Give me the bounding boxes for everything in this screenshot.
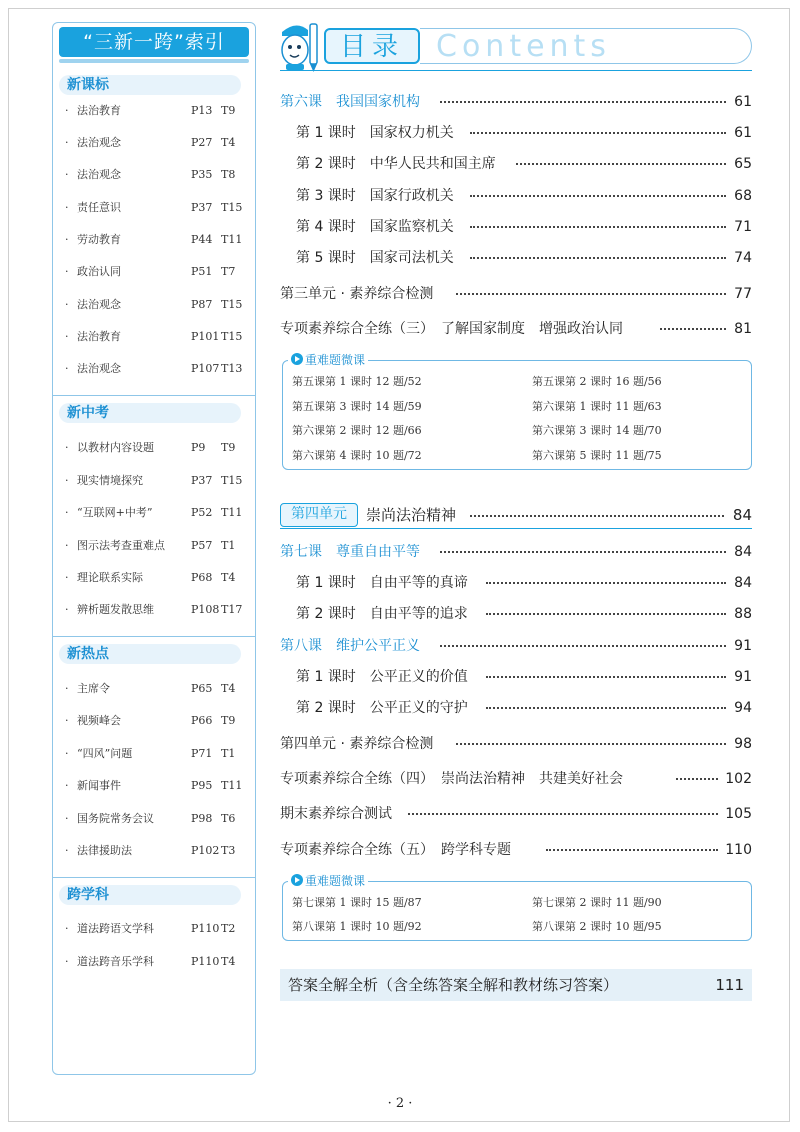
index-item-name: 以教材内容设题 — [77, 441, 154, 454]
index-item — [65, 198, 251, 218]
toc-lesson-6[interactable] — [280, 91, 752, 113]
index-item-page: P51 — [191, 265, 213, 278]
toc-entry-title: 崇尚法治精神 — [366, 504, 462, 526]
micro-lesson-item[interactable]: 第六课第 2 课时 12 题/66 — [292, 424, 422, 437]
index-item-task: T1 — [221, 747, 236, 760]
play-icon — [291, 353, 303, 365]
sidebar-title: “三新一跨”索引 — [59, 27, 249, 57]
index-item-page: P71 — [191, 747, 213, 760]
toc-period[interactable] — [296, 122, 752, 144]
index-item-name: 责任意识 — [77, 201, 121, 214]
index-item-name: 法治教育 — [77, 330, 121, 343]
index-item-task: T15 — [221, 330, 243, 343]
bullet: · — [65, 812, 69, 825]
leader-dots — [660, 328, 726, 330]
index-item — [65, 133, 251, 153]
leader-dots — [486, 676, 726, 678]
index-item-page: P110 — [191, 955, 220, 968]
index-item-name: “互联网+中考” — [77, 506, 153, 519]
index-item-name: 法治教育 — [77, 104, 121, 117]
index-item-task: T9 — [221, 714, 236, 727]
index-item-task: T2 — [221, 922, 236, 935]
index-item-task: T11 — [221, 233, 243, 246]
leader-dots — [456, 743, 726, 745]
bullet: · — [65, 603, 69, 616]
index-item — [65, 744, 251, 764]
index-item — [65, 359, 251, 379]
toc-entry-page: 91 — [728, 635, 752, 657]
index-item-page: P101 — [191, 330, 220, 343]
toc-entry-title: 第 1 课时 公平正义的价值 — [296, 666, 474, 688]
header-rule — [280, 70, 752, 71]
toc-entry-page: 61 — [728, 122, 752, 144]
toc-entry-page: 94 — [728, 697, 752, 719]
index-item-page: P44 — [191, 233, 213, 246]
toc-entry-page: 74 — [728, 247, 752, 269]
index-item-name: 法律援助法 — [77, 844, 132, 857]
toc-period[interactable] — [296, 603, 752, 625]
toc-entry-title: 第七课 尊重自由平等 — [280, 541, 426, 563]
index-item-name: “四风”问题 — [77, 747, 133, 760]
toc-entry-page: 91 — [728, 666, 752, 688]
micro-lesson-label — [288, 352, 368, 368]
toc-final-test[interactable] — [280, 803, 752, 825]
section-heading-xinzhongkao: 新中考 — [59, 403, 241, 423]
toc-unit-test[interactable] — [280, 283, 752, 305]
toc-entry-title: 期末素养综合测试 — [280, 803, 398, 825]
bullet: · — [65, 136, 69, 149]
bullet: · — [65, 298, 69, 311]
index-item-page: P27 — [191, 136, 213, 149]
toc-entry-page: 110 — [719, 839, 752, 861]
toc-entry-title: 第四单元 · 素养综合检测 — [280, 733, 439, 755]
index-item-page: P37 — [191, 201, 213, 214]
index-item — [65, 503, 251, 523]
toc-entry-page: 98 — [728, 733, 752, 755]
toc-entry-title: 专项素养综合全练（五） 跨学科专题 — [280, 839, 517, 861]
toc-entry-title: 专项素养综合全练（四） 崇尚法治精神 共建美好社会 — [280, 768, 629, 790]
index-item-page: P57 — [191, 539, 213, 552]
index-item-page: P68 — [191, 571, 213, 584]
index-item-name: 道法跨音乐学科 — [77, 955, 154, 968]
bullet: · — [65, 506, 69, 519]
section-divider — [53, 395, 255, 396]
index-item — [65, 568, 251, 588]
index-item-task: T4 — [221, 136, 236, 149]
index-sidebar — [52, 22, 256, 1075]
index-item-name: 国务院常务会议 — [77, 812, 154, 825]
bullet: · — [65, 779, 69, 792]
index-item-task: T3 — [221, 844, 236, 857]
bullet: · — [65, 571, 69, 584]
toc-entry-page: 88 — [728, 603, 752, 625]
index-item-name: 现实情境探究 — [77, 474, 143, 487]
leader-dots — [470, 226, 726, 228]
index-item-page: P87 — [191, 298, 213, 311]
section-divider — [53, 877, 255, 878]
toc-special-practice[interactable] — [280, 318, 752, 340]
leader-dots — [486, 613, 726, 615]
index-item-page: P107 — [191, 362, 220, 375]
bullet: · — [65, 474, 69, 487]
page-number: · 2 · — [387, 1096, 413, 1111]
leader-dots — [470, 132, 726, 134]
toc-lesson-7[interactable] — [280, 541, 752, 563]
index-item-task: T17 — [221, 603, 243, 616]
toc-entry-title: 专项素养综合全练（三） 了解国家制度 增强政治认同 — [280, 318, 629, 340]
bullet: · — [65, 104, 69, 117]
toc-entry-title: 第三单元 · 素养综合检测 — [280, 283, 439, 305]
index-item-page: P95 — [191, 779, 213, 792]
toc-unit-test[interactable] — [280, 733, 752, 755]
micro-lesson-item[interactable]: 第五课第 2 课时 16 题/56 — [532, 375, 662, 388]
index-item-page: P52 — [191, 506, 213, 519]
index-item — [65, 438, 251, 458]
bullet: · — [65, 714, 69, 727]
index-item-name: 视频峰会 — [77, 714, 121, 727]
leader-dots — [440, 551, 726, 553]
toc-entry-title: 第六课 我国国家机构 — [280, 91, 426, 113]
leader-dots — [440, 645, 726, 647]
index-item-page: P98 — [191, 812, 213, 825]
toc-period[interactable] — [296, 153, 752, 175]
index-item-task: T7 — [221, 265, 236, 278]
micro-lesson-label-text: 重难题微课 — [305, 874, 366, 888]
section-heading-xinredian: 新热点 — [59, 644, 241, 664]
index-item — [65, 600, 251, 620]
index-item-name: 理论联系实际 — [77, 571, 143, 584]
toc-entry-title: 第八课 维护公平正义 — [280, 635, 426, 657]
bullet: · — [65, 844, 69, 857]
toc-entry-page: 65 — [728, 153, 752, 175]
micro-lesson-item[interactable]: 第五课第 3 课时 14 题/59 — [292, 400, 422, 413]
section-heading-kuaxueke: 跨学科 — [59, 885, 241, 905]
toc-entry-page: 84 — [728, 541, 752, 563]
toc-entry-page: 84 — [728, 572, 752, 594]
bullet: · — [65, 955, 69, 968]
micro-lesson-item[interactable]: 第八课第 2 课时 10 题/95 — [532, 920, 662, 933]
index-item-name: 道法跨语文学科 — [77, 922, 154, 935]
index-item — [65, 809, 251, 829]
index-item-page: P102 — [191, 844, 220, 857]
index-item-task: T15 — [221, 298, 243, 311]
index-item-page: P35 — [191, 168, 213, 181]
toc-entry-page: 77 — [728, 283, 752, 305]
micro-lesson-item[interactable]: 第六课第 4 课时 10 题/72 — [292, 449, 422, 462]
toc-period[interactable] — [296, 216, 752, 238]
index-item-task: T9 — [221, 441, 236, 454]
leader-dots — [486, 582, 726, 584]
index-item — [65, 101, 251, 121]
bullet: · — [65, 265, 69, 278]
index-item-page: P66 — [191, 714, 213, 727]
toc-entry-title: 第 5 课时 国家司法机关 — [296, 247, 460, 269]
index-item-page: P9 — [191, 441, 206, 454]
index-item-task: T4 — [221, 571, 236, 584]
index-item-task: T11 — [221, 779, 243, 792]
index-item-task: T13 — [221, 362, 243, 375]
micro-lesson-item[interactable]: 第六课第 5 课时 11 题/75 — [532, 449, 662, 462]
index-item-name: 图示法考查重难点 — [77, 539, 165, 552]
toc-entry-title: 第 4 课时 国家监察机关 — [296, 216, 460, 238]
section-heading-xinkebiao: 新课标 — [59, 75, 241, 95]
micro-lesson-item[interactable]: 第六课第 3 课时 14 题/70 — [532, 424, 662, 437]
index-item-name: 法治观念 — [77, 298, 121, 311]
toc-entry-title: 第 2 课时 公平正义的守护 — [296, 697, 474, 719]
toc-special-practice[interactable] — [280, 839, 752, 861]
index-item-name: 新闻事件 — [77, 779, 121, 792]
toc-entry-title: 第 2 课时 中华人民共和国主席 — [296, 153, 502, 175]
toc-special-practice[interactable] — [280, 768, 752, 790]
unit-rule — [280, 528, 752, 529]
toc-entry-page: 105 — [719, 803, 752, 825]
toc-period[interactable] — [296, 666, 752, 688]
leader-dots — [676, 778, 718, 780]
index-item — [65, 262, 251, 282]
index-item-page: P110 — [191, 922, 220, 935]
toc-entry-page: 84 — [727, 504, 752, 526]
index-item-task: T15 — [221, 201, 243, 214]
toc-title-cn: 目录 — [324, 28, 420, 64]
leader-dots — [470, 515, 724, 517]
leader-dots — [470, 257, 726, 259]
bullet: · — [65, 747, 69, 760]
toc-entry-title: 第 1 课时 国家权力机关 — [296, 122, 460, 144]
index-item-name: 法治观念 — [77, 136, 121, 149]
micro-lesson-item[interactable]: 第六课第 1 课时 11 题/63 — [532, 400, 662, 413]
toc-entry-page: 68 — [728, 185, 752, 207]
index-item — [65, 776, 251, 796]
bullet: · — [65, 362, 69, 375]
toc-period[interactable] — [296, 697, 752, 719]
index-item-page: P65 — [191, 682, 213, 695]
leader-dots — [408, 813, 718, 815]
bullet: · — [65, 441, 69, 454]
toc-entry-title: 第 1 课时 自由平等的真谛 — [296, 572, 474, 594]
index-item-task: T1 — [221, 539, 236, 552]
index-item — [65, 230, 251, 250]
toc-entry-page: 81 — [728, 318, 752, 340]
index-item-name: 政治认同 — [77, 265, 121, 278]
micro-lesson-label-text: 重难题微课 — [305, 353, 366, 367]
toc-lesson-8[interactable] — [280, 635, 752, 657]
index-item-name: 主席令 — [77, 682, 110, 695]
section-divider — [53, 636, 255, 637]
index-item — [65, 327, 251, 347]
micro-lesson-item[interactable]: 第五课第 1 课时 12 题/52 — [292, 375, 422, 388]
bullet: · — [65, 922, 69, 935]
leader-dots — [486, 707, 726, 709]
index-item — [65, 679, 251, 699]
toc-title-en: Contents — [420, 28, 752, 64]
micro-lesson-item[interactable]: 第七课第 2 课时 11 题/90 — [532, 896, 662, 909]
toc-entry-title: 第 2 课时 自由平等的追求 — [296, 603, 474, 625]
index-item-name: 劳动教育 — [77, 233, 121, 246]
leader-dots — [470, 195, 726, 197]
answers-entry[interactable] — [280, 969, 752, 1001]
toc-entry-page: 71 — [728, 216, 752, 238]
index-item — [65, 711, 251, 731]
play-icon — [291, 874, 303, 886]
bullet: · — [65, 539, 69, 552]
bullet: · — [65, 682, 69, 695]
mascot-icon — [276, 20, 322, 74]
index-item — [65, 841, 251, 861]
index-item-task: T11 — [221, 506, 243, 519]
micro-lesson-item[interactable]: 第八课第 1 课时 10 题/92 — [292, 920, 422, 933]
index-item — [65, 165, 251, 185]
index-item-task: T4 — [221, 955, 236, 968]
bullet: · — [65, 201, 69, 214]
index-item-page: P108 — [191, 603, 220, 616]
answers-title: 答案全解全析（含全练答案全解和教材练习答案） — [288, 976, 619, 994]
index-item-name: 辨析题发散思维 — [77, 603, 154, 616]
toc-period[interactable] — [296, 247, 752, 269]
index-item — [65, 952, 251, 972]
leader-dots — [516, 163, 726, 165]
toc-unit-4[interactable] — [366, 504, 752, 526]
leader-dots — [546, 849, 718, 851]
index-item-task: T6 — [221, 812, 236, 825]
toc-period[interactable] — [296, 185, 752, 207]
index-item-name: 法治观念 — [77, 362, 121, 375]
toc-entry-page: 61 — [728, 91, 752, 113]
index-item-task: T15 — [221, 474, 243, 487]
toc-entry-page: 102 — [719, 768, 752, 790]
leader-dots — [440, 101, 726, 103]
index-item — [65, 295, 251, 315]
unit-badge: 第四单元 — [280, 503, 358, 527]
index-item-task: T8 — [221, 168, 236, 181]
index-item-page: P37 — [191, 474, 213, 487]
index-item — [65, 536, 251, 556]
index-item-page: P13 — [191, 104, 213, 117]
bullet: · — [65, 330, 69, 343]
bullet: · — [65, 233, 69, 246]
toc-period[interactable] — [296, 572, 752, 594]
index-item — [65, 471, 251, 491]
bullet: · — [65, 168, 69, 181]
index-item-name: 法治观念 — [77, 168, 121, 181]
micro-lesson-label — [288, 873, 368, 889]
index-item-task: T4 — [221, 682, 236, 695]
answers-page: 111 — [715, 976, 744, 994]
toc-entry-title: 第 3 课时 国家行政机关 — [296, 185, 460, 207]
index-item-task: T9 — [221, 104, 236, 117]
index-item — [65, 919, 251, 939]
leader-dots — [456, 293, 726, 295]
micro-lesson-item[interactable]: 第七课第 1 课时 15 题/87 — [292, 896, 422, 909]
